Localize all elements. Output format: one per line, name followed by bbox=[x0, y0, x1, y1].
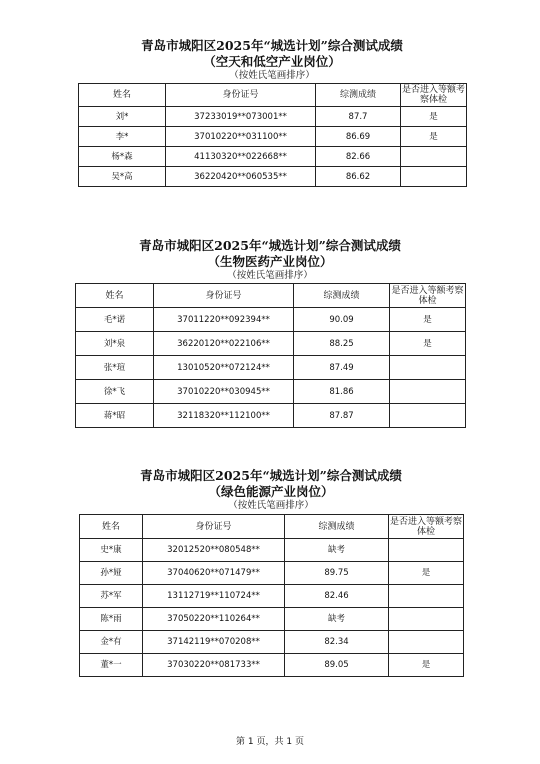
cell-id: 32118320**112100** bbox=[154, 404, 294, 428]
cell-selected bbox=[401, 147, 467, 167]
cell-score: 89.05 bbox=[285, 654, 389, 677]
cell-selected bbox=[389, 585, 464, 608]
section-green-energy bbox=[79, 468, 463, 677]
section-title: 青岛市城阳区2025年“城选计划”综合测试成绩 bbox=[139, 238, 401, 253]
cell-name: 刘*泉 bbox=[76, 332, 154, 356]
section-subtitle: （空天和低空产业岗位） bbox=[203, 54, 341, 69]
cell-id: 37040620**071479** bbox=[143, 562, 285, 585]
table-row bbox=[80, 654, 464, 677]
cell-selected bbox=[401, 167, 467, 187]
cell-id: 41130320**022668** bbox=[166, 147, 316, 167]
cell-name: 张*瑄 bbox=[76, 356, 154, 380]
table-row bbox=[76, 404, 466, 428]
table-row bbox=[79, 127, 467, 147]
sort-note: （按姓氏笔画排序） bbox=[228, 500, 314, 511]
cell-score: 86.62 bbox=[316, 167, 401, 187]
cell-selected bbox=[389, 608, 464, 631]
table-row bbox=[76, 380, 466, 404]
table-row bbox=[76, 332, 466, 356]
cell-id: 37233019**073001** bbox=[166, 107, 316, 127]
table-header-row bbox=[80, 515, 464, 539]
cell-name: 刘* bbox=[79, 107, 166, 127]
cell-selected bbox=[389, 539, 464, 562]
page-footer: 第 1 页，共 1 页 bbox=[236, 737, 304, 747]
cell-selected bbox=[389, 631, 464, 654]
table-row bbox=[80, 631, 464, 654]
cell-score: 88.25 bbox=[294, 332, 390, 356]
table-row bbox=[80, 585, 464, 608]
cell-selected: 是 bbox=[390, 332, 466, 356]
table-row bbox=[79, 167, 467, 187]
sort-note: （按姓氏笔画排序） bbox=[229, 70, 315, 81]
section-aerospace bbox=[78, 38, 466, 187]
cell-name: 金*有 bbox=[80, 631, 143, 654]
cell-id: 37011220**092394** bbox=[154, 308, 294, 332]
header-selected: 是否进入等额考察体检 bbox=[389, 516, 462, 537]
cell-id: 13010520**072124** bbox=[154, 356, 294, 380]
cell-name: 陈*雨 bbox=[80, 608, 143, 631]
sort-note: （按姓氏笔画排序） bbox=[227, 270, 313, 281]
section-subtitle: （生物医药产业岗位） bbox=[207, 254, 333, 269]
score-table bbox=[75, 283, 466, 428]
header-id: 身份证号 bbox=[154, 284, 294, 308]
cell-id: 37050220**110264** bbox=[143, 608, 285, 631]
cell-score: 82.34 bbox=[285, 631, 389, 654]
table-row bbox=[80, 539, 464, 562]
section-title: 青岛市城阳区2025年“城选计划”综合测试成绩 bbox=[140, 468, 402, 483]
cell-name: 吴*高 bbox=[79, 167, 166, 187]
cell-selected: 是 bbox=[389, 562, 464, 585]
cell-name: 毛*诺 bbox=[76, 308, 154, 332]
cell-score: 87.87 bbox=[294, 404, 390, 428]
table-header-row bbox=[76, 284, 466, 308]
cell-id: 37142119**070208** bbox=[143, 631, 285, 654]
cell-selected bbox=[390, 404, 466, 428]
cell-name: 史*康 bbox=[80, 539, 143, 562]
cell-id: 36220120**022106** bbox=[154, 332, 294, 356]
cell-score: 90.09 bbox=[294, 308, 390, 332]
cell-name: 苏*军 bbox=[80, 585, 143, 608]
cell-id: 13112719**110724** bbox=[143, 585, 285, 608]
table-header-row bbox=[79, 84, 467, 107]
cell-id: 32012520**080548** bbox=[143, 539, 285, 562]
cell-selected bbox=[390, 380, 466, 404]
cell-score: 缺考 bbox=[285, 608, 389, 631]
table-row bbox=[76, 356, 466, 380]
header-selected: 是否进入等额考察体检 bbox=[391, 285, 464, 306]
cell-name: 孙*娅 bbox=[80, 562, 143, 585]
cell-name: 李* bbox=[79, 127, 166, 147]
table-row bbox=[79, 107, 467, 127]
cell-score: 缺考 bbox=[285, 539, 389, 562]
cell-selected bbox=[390, 356, 466, 380]
score-table bbox=[79, 514, 464, 677]
header-name: 姓名 bbox=[79, 84, 166, 107]
header-id: 身份证号 bbox=[166, 84, 316, 107]
header-score: 综测成绩 bbox=[316, 84, 401, 107]
table-row bbox=[80, 562, 464, 585]
header-score: 综测成绩 bbox=[285, 515, 389, 539]
cell-score: 87.7 bbox=[316, 107, 401, 127]
header-name: 姓名 bbox=[80, 515, 143, 539]
cell-id: 37010220**030945** bbox=[154, 380, 294, 404]
cell-score: 87.49 bbox=[294, 356, 390, 380]
cell-selected: 是 bbox=[390, 308, 466, 332]
cell-selected: 是 bbox=[389, 654, 464, 677]
cell-id: 37010220**031100** bbox=[166, 127, 316, 147]
section-title: 青岛市城阳区2025年“城选计划”综合测试成绩 bbox=[141, 38, 403, 53]
cell-score: 82.66 bbox=[316, 147, 401, 167]
section-biomedicine bbox=[75, 238, 465, 428]
table-row bbox=[79, 147, 467, 167]
cell-name: 杨*森 bbox=[79, 147, 166, 167]
table-row bbox=[80, 608, 464, 631]
cell-score: 82.46 bbox=[285, 585, 389, 608]
cell-name: 蒋*昭 bbox=[76, 404, 154, 428]
cell-id: 37030220**081733** bbox=[143, 654, 285, 677]
section-subtitle: （绿色能源产业岗位） bbox=[208, 484, 334, 499]
header-score: 综测成绩 bbox=[294, 284, 390, 308]
header-id: 身份证号 bbox=[143, 515, 285, 539]
header-name: 姓名 bbox=[76, 284, 154, 308]
cell-score: 86.69 bbox=[316, 127, 401, 147]
header-selected: 是否进入等额考察体检 bbox=[401, 85, 465, 105]
cell-selected: 是 bbox=[401, 107, 467, 127]
table-row bbox=[76, 308, 466, 332]
cell-name: 董*一 bbox=[80, 654, 143, 677]
cell-selected: 是 bbox=[401, 127, 467, 147]
cell-name: 徐*飞 bbox=[76, 380, 154, 404]
cell-id: 36220420**060535** bbox=[166, 167, 316, 187]
cell-score: 81.86 bbox=[294, 380, 390, 404]
cell-score: 89.75 bbox=[285, 562, 389, 585]
score-table bbox=[78, 83, 467, 187]
